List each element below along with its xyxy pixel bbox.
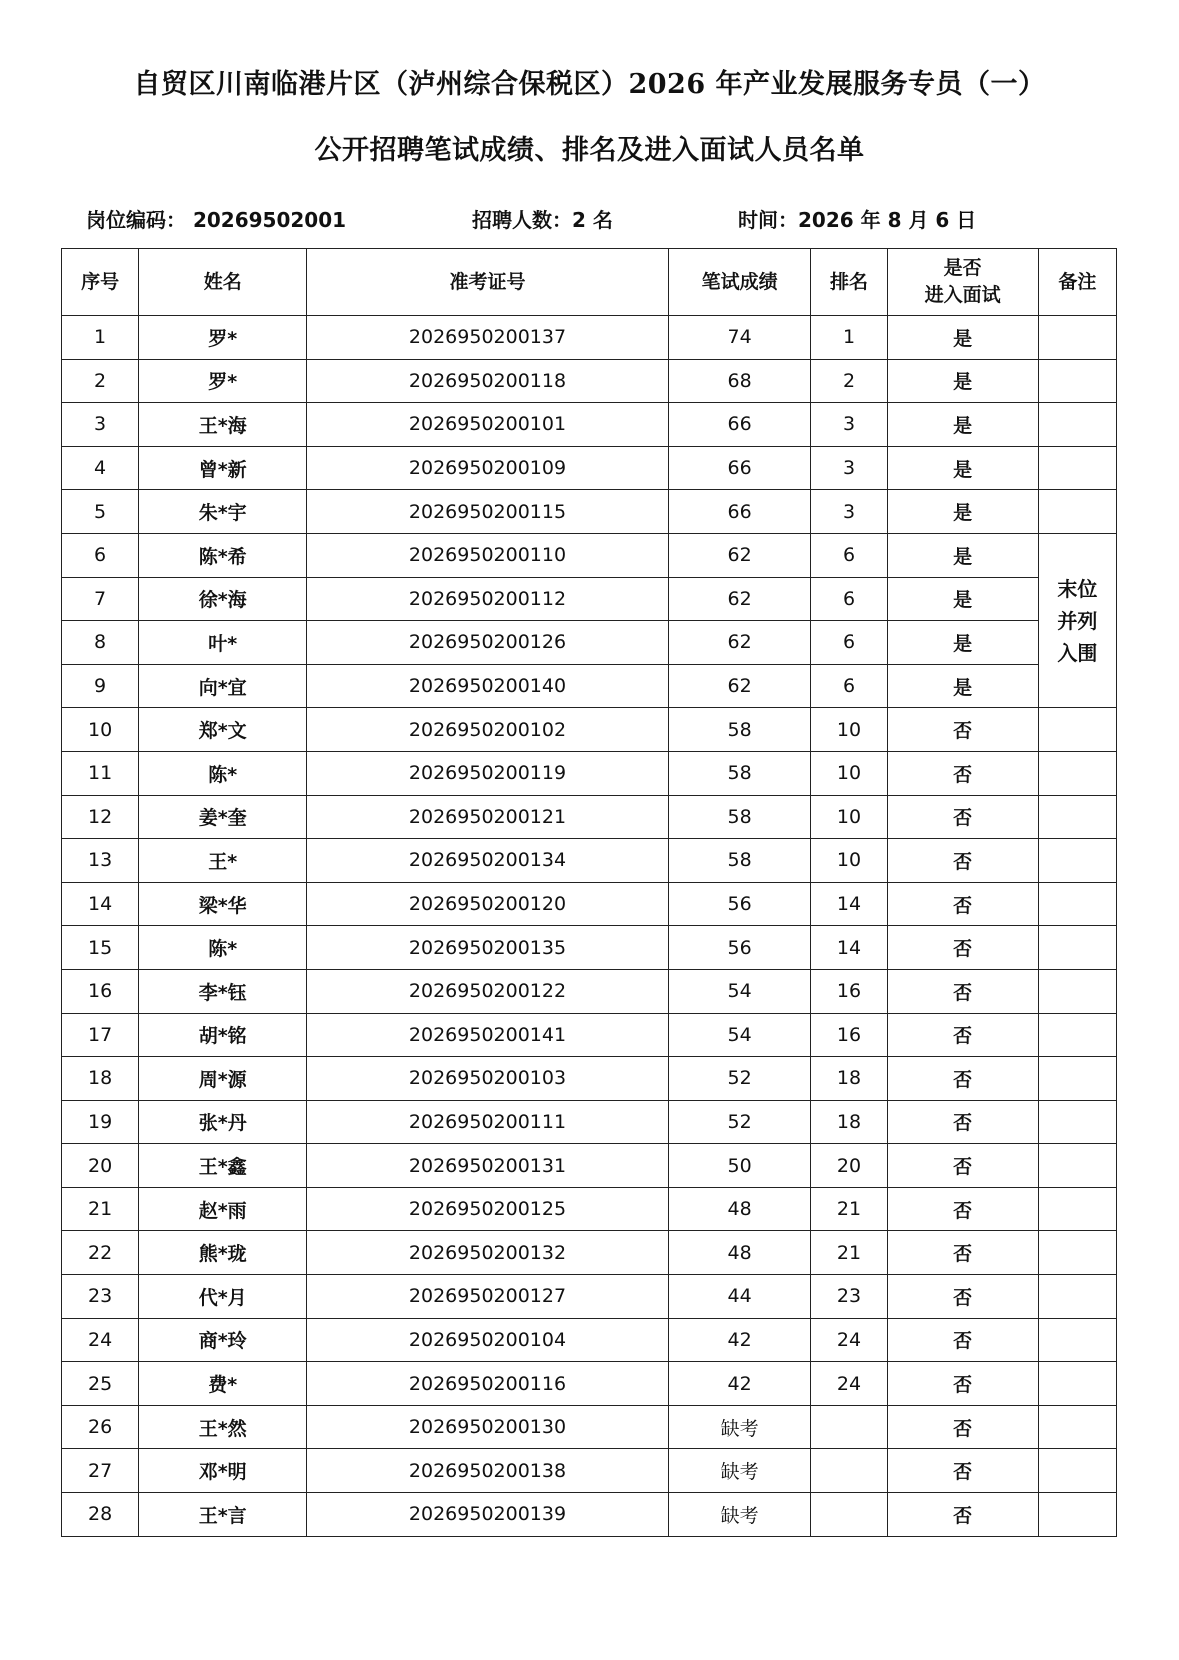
cell-note	[1038, 1493, 1116, 1537]
cell-note	[1038, 926, 1116, 970]
cell-score: 66	[668, 490, 811, 534]
cell-name: 梁*华	[139, 882, 307, 926]
cell-interview: 是	[887, 359, 1038, 403]
table-row	[62, 795, 1117, 839]
cell-interview: 是	[887, 577, 1038, 621]
cell-name: 罗*	[139, 316, 307, 360]
cell-rank: 6	[811, 577, 887, 621]
header-interview	[887, 249, 1038, 316]
cell-score: 52	[668, 1057, 811, 1101]
cell-interview: 否	[887, 1187, 1038, 1231]
header-interview-line2: 进入面试	[924, 284, 1001, 306]
cell-seq: 28	[62, 1493, 139, 1537]
cell-score: 缺考	[668, 1449, 811, 1493]
table-row	[62, 621, 1117, 665]
table-row	[62, 1057, 1117, 1101]
cell-interview: 是	[887, 533, 1038, 577]
cell-rank: 23	[811, 1275, 887, 1319]
cell-name: 王*	[139, 839, 307, 883]
position-code: 岗位编码： 20269502001	[86, 208, 347, 232]
cell-score: 48	[668, 1231, 811, 1275]
cell-score: 54	[668, 1013, 811, 1057]
cell-rank: 24	[811, 1318, 887, 1362]
cell-interview: 否	[887, 1493, 1038, 1537]
cell-seq: 4	[62, 446, 139, 490]
cell-rank: 3	[811, 446, 887, 490]
cell-interview: 否	[887, 1013, 1038, 1057]
cell-name: 徐*海	[139, 577, 307, 621]
cell-ticket: 2026950200119	[307, 751, 669, 795]
cell-interview: 是	[887, 664, 1038, 708]
cell-note	[1038, 1362, 1116, 1406]
cell-seq: 17	[62, 1013, 139, 1057]
header-note: 备注	[1038, 249, 1116, 316]
cell-ticket: 2026950200141	[307, 1013, 669, 1057]
header-score: 笔试成绩	[668, 249, 811, 316]
cell-seq: 21	[62, 1187, 139, 1231]
cell-ticket: 2026950200121	[307, 795, 669, 839]
cell-seq: 5	[62, 490, 139, 534]
cell-name: 熊*珑	[139, 1231, 307, 1275]
cell-name: 邓*明	[139, 1449, 307, 1493]
cell-interview: 否	[887, 1275, 1038, 1319]
cell-note	[1038, 1231, 1116, 1275]
cell-note	[1038, 1405, 1116, 1449]
cell-ticket: 2026950200132	[307, 1231, 669, 1275]
table-row	[62, 1362, 1117, 1406]
cell-ticket: 2026950200109	[307, 446, 669, 490]
cell-interview: 否	[887, 1100, 1038, 1144]
cell-seq: 27	[62, 1449, 139, 1493]
document-title-line2: 公开招聘笔试成绩、排名及进入面试人员名单	[314, 135, 865, 166]
cell-interview: 否	[887, 1362, 1038, 1406]
cell-name: 费*	[139, 1362, 307, 1406]
cell-ticket: 2026950200116	[307, 1362, 669, 1406]
cell-score: 缺考	[668, 1405, 811, 1449]
cell-rank	[811, 1493, 887, 1537]
table-row	[62, 403, 1117, 447]
cell-ticket: 2026950200140	[307, 664, 669, 708]
cell-score: 58	[668, 708, 811, 752]
cell-score: 58	[668, 751, 811, 795]
cell-interview: 否	[887, 839, 1038, 883]
table-row	[62, 664, 1117, 708]
table-row	[62, 1449, 1117, 1493]
cell-ticket: 2026950200112	[307, 577, 669, 621]
cell-score: 62	[668, 577, 811, 621]
cell-interview: 否	[887, 1449, 1038, 1493]
cell-score: 74	[668, 316, 811, 360]
cell-seq: 24	[62, 1318, 139, 1362]
cell-interview: 是	[887, 403, 1038, 447]
cell-name: 王*鑫	[139, 1144, 307, 1188]
cell-score: 52	[668, 1100, 811, 1144]
cell-score: 56	[668, 926, 811, 970]
cell-ticket: 2026950200110	[307, 533, 669, 577]
cell-rank: 18	[811, 1057, 887, 1101]
cell-name: 周*源	[139, 1057, 307, 1101]
cell-name: 李*钰	[139, 969, 307, 1013]
cell-score: 58	[668, 795, 811, 839]
cell-seq: 14	[62, 882, 139, 926]
cell-seq: 12	[62, 795, 139, 839]
cell-rank: 21	[811, 1187, 887, 1231]
cell-note	[1038, 359, 1116, 403]
cell-note	[1038, 490, 1116, 534]
cell-seq: 7	[62, 577, 139, 621]
cell-ticket: 2026950200139	[307, 1493, 669, 1537]
cell-score: 50	[668, 1144, 811, 1188]
cell-score: 44	[668, 1275, 811, 1319]
cell-seq: 9	[62, 664, 139, 708]
cell-note	[1038, 1187, 1116, 1231]
cell-ticket: 2026950200125	[307, 1187, 669, 1231]
cell-note	[1038, 795, 1116, 839]
cell-ticket: 2026950200115	[307, 490, 669, 534]
cell-seq: 10	[62, 708, 139, 752]
cell-interview: 否	[887, 1231, 1038, 1275]
cell-rank: 10	[811, 708, 887, 752]
table-row	[62, 1318, 1117, 1362]
table-row	[62, 533, 1117, 577]
table-row	[62, 359, 1117, 403]
cell-interview: 否	[887, 1405, 1038, 1449]
cell-name: 代*月	[139, 1275, 307, 1319]
cell-name: 曾*新	[139, 446, 307, 490]
cell-note	[1038, 316, 1116, 360]
cell-seq: 1	[62, 316, 139, 360]
results-table	[61, 248, 1117, 1537]
cell-name: 向*宜	[139, 664, 307, 708]
cell-interview: 否	[887, 926, 1038, 970]
table-row	[62, 1405, 1117, 1449]
cell-note	[1038, 1057, 1116, 1101]
cell-seq: 2	[62, 359, 139, 403]
cell-interview: 否	[887, 708, 1038, 752]
table-row	[62, 926, 1117, 970]
table-row	[62, 446, 1117, 490]
cell-name: 朱*宇	[139, 490, 307, 534]
table-row	[62, 1100, 1117, 1144]
cell-name: 张*丹	[139, 1100, 307, 1144]
cell-score: 66	[668, 446, 811, 490]
cell-rank: 14	[811, 882, 887, 926]
cell-ticket: 2026950200130	[307, 1405, 669, 1449]
cell-seq: 13	[62, 839, 139, 883]
table-body	[62, 316, 1117, 1537]
cell-score: 58	[668, 839, 811, 883]
cell-note	[1038, 751, 1116, 795]
table-row	[62, 577, 1117, 621]
cell-score: 62	[668, 621, 811, 665]
cell-ticket: 2026950200111	[307, 1100, 669, 1144]
hire-count: 招聘人数：2 名	[472, 208, 613, 232]
cell-rank: 6	[811, 621, 887, 665]
cell-score: 56	[668, 882, 811, 926]
cell-interview: 是	[887, 446, 1038, 490]
cell-ticket: 2026950200135	[307, 926, 669, 970]
cell-interview: 是	[887, 316, 1038, 360]
cell-rank: 10	[811, 839, 887, 883]
cell-score: 66	[668, 403, 811, 447]
table-row	[62, 1013, 1117, 1057]
cell-seq: 16	[62, 969, 139, 1013]
cell-score: 缺考	[668, 1493, 811, 1537]
cell-rank: 24	[811, 1362, 887, 1406]
cell-interview: 否	[887, 1318, 1038, 1362]
cell-ticket: 2026950200134	[307, 839, 669, 883]
cell-rank	[811, 1405, 887, 1449]
cell-note	[1038, 1318, 1116, 1362]
cell-rank: 6	[811, 533, 887, 577]
cell-seq: 6	[62, 533, 139, 577]
table-row	[62, 490, 1117, 534]
cell-score: 68	[668, 359, 811, 403]
cell-seq: 20	[62, 1144, 139, 1188]
cell-name: 陈*	[139, 926, 307, 970]
cell-name: 胡*铭	[139, 1013, 307, 1057]
table-row	[62, 882, 1117, 926]
cell-seq: 22	[62, 1231, 139, 1275]
cell-interview: 否	[887, 795, 1038, 839]
cell-seq: 23	[62, 1275, 139, 1319]
table-row	[62, 839, 1117, 883]
note-tie-line1: 末位	[1057, 576, 1098, 601]
table-row	[62, 1493, 1117, 1537]
cell-interview: 是	[887, 490, 1038, 534]
cell-score: 62	[668, 664, 811, 708]
cell-name: 陈*希	[139, 533, 307, 577]
cell-name: 叶*	[139, 621, 307, 665]
cell-score: 42	[668, 1362, 811, 1406]
cell-note	[1038, 1100, 1116, 1144]
cell-rank: 21	[811, 1231, 887, 1275]
cell-rank: 1	[811, 316, 887, 360]
cell-rank: 3	[811, 403, 887, 447]
cell-score: 42	[668, 1318, 811, 1362]
cell-ticket: 2026950200131	[307, 1144, 669, 1188]
table-header-row	[62, 249, 1117, 316]
table-row	[62, 1275, 1117, 1319]
publish-time: 时间：2026 年 8 月 6 日	[738, 208, 977, 232]
cell-interview: 否	[887, 1144, 1038, 1188]
cell-seq: 8	[62, 621, 139, 665]
cell-name: 王*然	[139, 1405, 307, 1449]
cell-rank: 20	[811, 1144, 887, 1188]
cell-ticket: 2026950200137	[307, 316, 669, 360]
cell-score: 48	[668, 1187, 811, 1231]
cell-note	[1038, 839, 1116, 883]
cell-name: 王*言	[139, 1493, 307, 1537]
cell-score: 62	[668, 533, 811, 577]
cell-ticket: 2026950200101	[307, 403, 669, 447]
cell-ticket: 2026950200104	[307, 1318, 669, 1362]
table-row	[62, 751, 1117, 795]
cell-rank: 16	[811, 969, 887, 1013]
table-row	[62, 316, 1117, 360]
cell-seq: 18	[62, 1057, 139, 1101]
cell-interview: 否	[887, 751, 1038, 795]
cell-name: 商*玲	[139, 1318, 307, 1362]
header-seq: 序号	[62, 249, 139, 316]
cell-ticket: 2026950200138	[307, 1449, 669, 1493]
header-rank: 排名	[811, 249, 887, 316]
cell-rank: 3	[811, 490, 887, 534]
cell-interview: 否	[887, 882, 1038, 926]
cell-note	[1038, 1449, 1116, 1493]
cell-name: 郑*文	[139, 708, 307, 752]
cell-note	[1038, 446, 1116, 490]
cell-seq: 26	[62, 1405, 139, 1449]
cell-ticket: 2026950200103	[307, 1057, 669, 1101]
cell-note	[1038, 708, 1116, 752]
cell-ticket: 2026950200122	[307, 969, 669, 1013]
cell-rank: 2	[811, 359, 887, 403]
cell-name: 王*海	[139, 403, 307, 447]
cell-interview: 否	[887, 1057, 1038, 1101]
cell-ticket: 2026950200126	[307, 621, 669, 665]
cell-note	[1038, 1275, 1116, 1319]
cell-ticket: 2026950200120	[307, 882, 669, 926]
cell-note	[1038, 882, 1116, 926]
cell-rank	[811, 1449, 887, 1493]
cell-note	[1038, 969, 1116, 1013]
table-row	[62, 1144, 1117, 1188]
cell-seq: 19	[62, 1100, 139, 1144]
cell-note	[1038, 403, 1116, 447]
table-row	[62, 969, 1117, 1013]
cell-rank: 14	[811, 926, 887, 970]
cell-rank: 6	[811, 664, 887, 708]
cell-name: 赵*雨	[139, 1187, 307, 1231]
cell-score: 54	[668, 969, 811, 1013]
note-tie-line3: 入围	[1057, 640, 1098, 665]
table-row	[62, 708, 1117, 752]
document-title-line1: 自贸区川南临港片区（泸州综合保税区）2026 年产业发展服务专员（一）	[133, 69, 1046, 100]
cell-seq: 25	[62, 1362, 139, 1406]
cell-seq: 15	[62, 926, 139, 970]
cell-ticket: 2026950200102	[307, 708, 669, 752]
cell-rank: 18	[811, 1100, 887, 1144]
cell-note-tie	[1038, 533, 1116, 707]
cell-ticket: 2026950200118	[307, 359, 669, 403]
cell-note	[1038, 1144, 1116, 1188]
cell-rank: 16	[811, 1013, 887, 1057]
header-interview-line1: 是否	[943, 257, 982, 280]
cell-seq: 11	[62, 751, 139, 795]
cell-interview: 是	[887, 621, 1038, 665]
cell-rank: 10	[811, 795, 887, 839]
cell-seq: 3	[62, 403, 139, 447]
header-name: 姓名	[139, 249, 307, 316]
cell-name: 罗*	[139, 359, 307, 403]
table-row	[62, 1187, 1117, 1231]
cell-ticket: 2026950200127	[307, 1275, 669, 1319]
note-tie-line2: 并列	[1057, 608, 1098, 633]
cell-rank: 10	[811, 751, 887, 795]
table-row	[62, 1231, 1117, 1275]
cell-name: 陈*	[139, 751, 307, 795]
cell-note	[1038, 1013, 1116, 1057]
cell-name: 姜*奎	[139, 795, 307, 839]
header-ticket: 准考证号	[307, 249, 669, 316]
cell-interview: 否	[887, 969, 1038, 1013]
